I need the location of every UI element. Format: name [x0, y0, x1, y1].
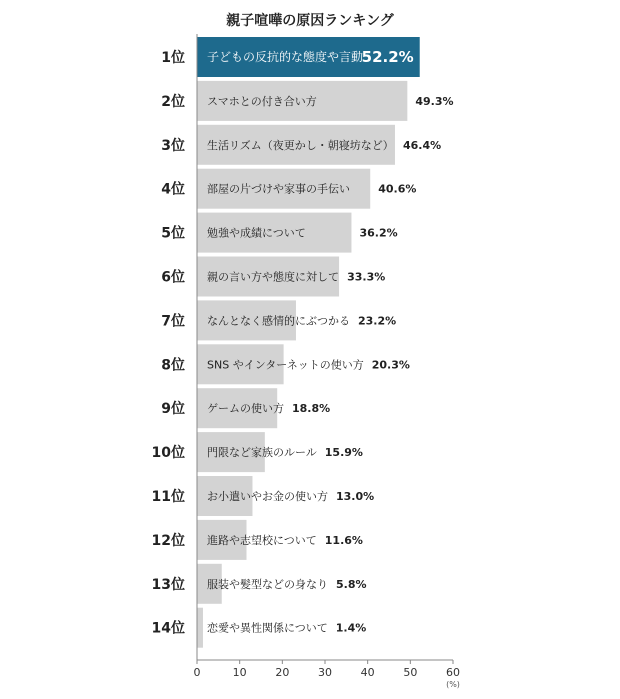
rank-label: 10位 [151, 445, 185, 462]
value-label: 5.8% [336, 577, 367, 591]
value-label: 23.2% [358, 314, 397, 328]
category-label: 服装や髪型などの身なり [207, 577, 328, 591]
rank-label: 13位 [151, 576, 185, 593]
value-label: 15.9% [324, 446, 363, 460]
category-label: スマホとの付き合い方 [207, 94, 317, 108]
category-label: 恋愛や異性関係について [207, 621, 328, 635]
value-label: 33.3% [347, 270, 386, 284]
category-label: 門限など家族のルール [207, 446, 317, 460]
value-label: 20.3% [371, 358, 410, 372]
rank-label: 4位 [161, 181, 185, 198]
rank-label: 9位 [161, 401, 185, 418]
rank-label: 2位 [161, 93, 185, 110]
rank-label: 12位 [151, 532, 185, 549]
x-tick-label: 40 [360, 666, 375, 679]
value-label: 13.0% [336, 490, 375, 503]
rank-label: 7位 [161, 313, 185, 330]
category-label: SNS やインターネットの使い方 [207, 358, 364, 372]
category-label: お小遣いやお金の使い方 [207, 490, 328, 503]
rank-label: 6位 [161, 269, 185, 286]
value-label: 52.2% [361, 48, 414, 66]
value-label: 36.2% [359, 226, 398, 240]
value-label: 1.4% [335, 621, 367, 635]
category-label: なんとなく感情的にぶつかる [207, 314, 350, 328]
x-axis-unit: (%) [446, 680, 460, 689]
chart-title: 親子喧嘩の原因ランキング [226, 13, 394, 29]
category-label: 親の言い方や態度に対して [207, 270, 339, 284]
category-label: 進路や志望校について [207, 533, 317, 547]
rank-label: 11位 [151, 489, 185, 505]
category-label: 部屋の片づけや家事の手伝い [207, 182, 350, 196]
x-tick-label: 50 [403, 666, 418, 679]
x-tick-label: 60 [446, 666, 460, 679]
value-label: 49.3% [415, 94, 454, 108]
value-label: 40.6% [378, 182, 417, 196]
value-label: 46.4% [402, 138, 442, 152]
rank-label: 3位 [161, 137, 185, 154]
x-tick-label: 10 [232, 666, 247, 679]
category-label: 子どもの反抗的な態度や言動 [207, 50, 364, 64]
rank-label: 8位 [161, 357, 185, 374]
category-label: ゲームの使い方 [207, 402, 284, 416]
x-tick-label: 30 [318, 666, 332, 679]
x-tick-label: 0 [193, 666, 201, 679]
value-label: 18.8% [292, 402, 331, 416]
rank-label: 1位 [161, 50, 185, 66]
x-tick-label: 20 [275, 666, 290, 679]
category-label: 勉強や成績について [207, 226, 306, 240]
category-label: 生活リズム（夜更かし・朝寝坊など） [207, 138, 394, 152]
value-label: 11.6% [324, 533, 363, 547]
bar [197, 608, 203, 648]
rank-label: 14位 [151, 620, 185, 637]
rank-label: 5位 [161, 225, 185, 242]
